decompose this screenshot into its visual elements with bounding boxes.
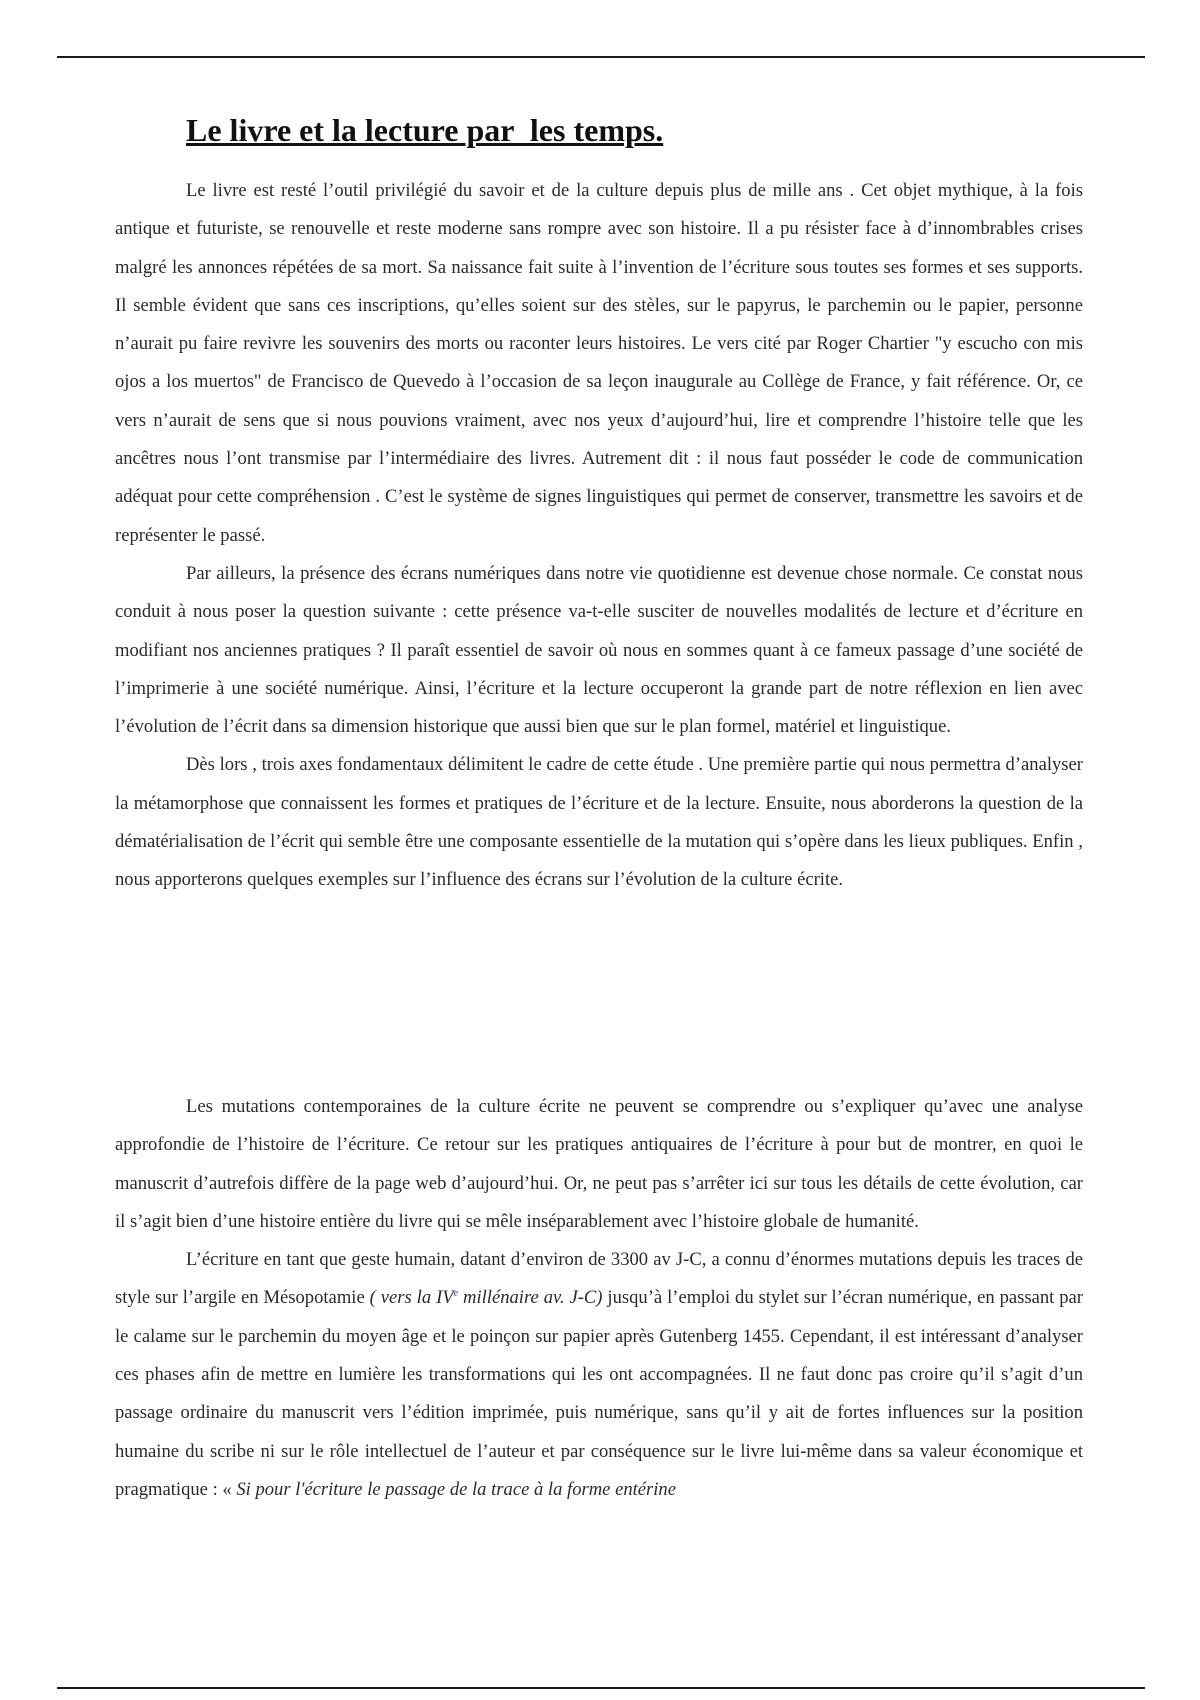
superscript-e: e [453, 1288, 459, 1300]
paragraph-3: Dès lors , trois axes fondamentaux délimitent le cadre de cette étude . Une première partie qui nous permettra d’analyser la métamorphose que connaissent les formes et pratiques de l’écriture et de la lecture. Ensuite, nous aborderons la question de la dématérialisation de l’écrit qui semble être une composante essentielle de la mutation qui s’opère dans les lieux publiques. Enfin , nous apporterons quelques exemples sur l’influence des écrans sur l’évolution de la culture écrite. [115, 754, 1083, 891]
header-rule [57, 56, 1145, 58]
footer-rule [57, 1687, 1145, 1689]
paragraph-5-text-start: L’écriture en tant que geste humain, datant d’environ de 3300 av J-C, a connu d’énormes mutations depuis les traces de style sur l’argile en Mésopotamie [115, 1249, 1083, 1309]
paragraph-1: Le livre est resté l’outil privilégié du savoir et de la culture depuis plus de mille ans . Cet objet mythique, à la fois antique et futuriste, se renouvelle et reste moderne sans rompre avec son histoire. Il a pu résister face à d’innombrables crises malgré les annonces répétées de sa mort. Sa naissance fait suite à l’invention de l’écriture sous toutes ses formes et ses supports. Il semble évident que sans ces inscriptions, qu’elles soient sur des stèles, sur le papyrus, le parchemin ou le papier, personne n’aurait pu faire revivre les souvenirs des morts ou raconter leurs histoires. Le vers cité par Roger Chartier "y escucho con mis ojos a los muertos" de Francisco de Quevedo à l’occasion de sa leçon inaugurale au Collège de France, y fait référence. Or, ce vers n’aurait de sens que si nous pouvions vraiment, avec nos yeux d’aujourd’hui, lire et comprendre l’histoire telle que les ancêtres nous l’ont transmise par l’intermédiaire des livres. Autrement dit : il nous faut posséder le code de communication adéquat pour cette compréhension . C’est le système de signes linguistiques qui permet de conserver, transmettre les savoirs et de représenter le passé. [115, 180, 1083, 546]
paragraph-5-text-middle: jusqu’à l’emploi du stylet sur l’écran numérique, en passant par le calame sur le parchemin du moyen âge et le poinçon sur papier après Gutenberg 1455. Cependant, il est intéressant d’analyser ces phases afin de mettre en lumière les transformations qui les ont accompagnées. Il ne faut donc pas croire qu’il s’agit d’un passage ordinaire du manuscrit vers l’édition imprimée, puis numérique, sans qu’il y ait de fortes influences sur la position humaine du scribe ni sur le rôle intellectuel de l’auteur et par conséquence sur le livre lui-même dans sa valeur économique et pragmatique : « [115, 1287, 1083, 1500]
text-block-history [115, 1088, 1083, 1509]
paragraph-5-quote: Si pour l'écriture le passage de la trace à la forme entérine [236, 1478, 676, 1500]
paragraph-4: Les mutations contemporaines de la culture écrite ne peuvent se comprendre ou s’expliquer qu’avec une analyse approfondie de l’histoire de l’écriture. Ce retour sur les pratiques antiquaires de l’écriture à pour but de montrer, en quoi le manuscrit d’autrefois diffère de la page web d’aujourd’hui. Or, ne peut pas s’arrêter ici sur tous les détails de cette évolution, car il s’agit bien d’une histoire entière du livre qui se mêle inséparablement avec l’histoire globale de humanité. [115, 1096, 1083, 1232]
paragraph-5 [115, 1241, 1083, 1509]
paragraph-2: Par ailleurs, la présence des écrans numériques dans notre vie quotidienne est devenue chose normale. Ce constat nous conduit à nous poser la question suivante : cette présence va-t-elle susciter de nouvelles modalités de lecture et d’écriture en modifiant nos anciennes pratiques ? Il paraît essentiel de savoir où nous en sommes quant à ce fameux passage d’une société de l’imprimerie à une société numérique. Ainsi, l’écriture et la lecture occuperont la grande part de notre réflexion en lien avec l’évolution de l’écrit dans sa dimension historique que aussi bien que sur le plan formel, matériel et linguistique. [115, 562, 1083, 738]
document-title: Le livre et la lecture par les temps. [186, 112, 664, 148]
paragraph-5-italic-date: ( vers la IVe millénaire av. J-C) [369, 1287, 603, 1309]
text-block-intro [115, 172, 1083, 900]
